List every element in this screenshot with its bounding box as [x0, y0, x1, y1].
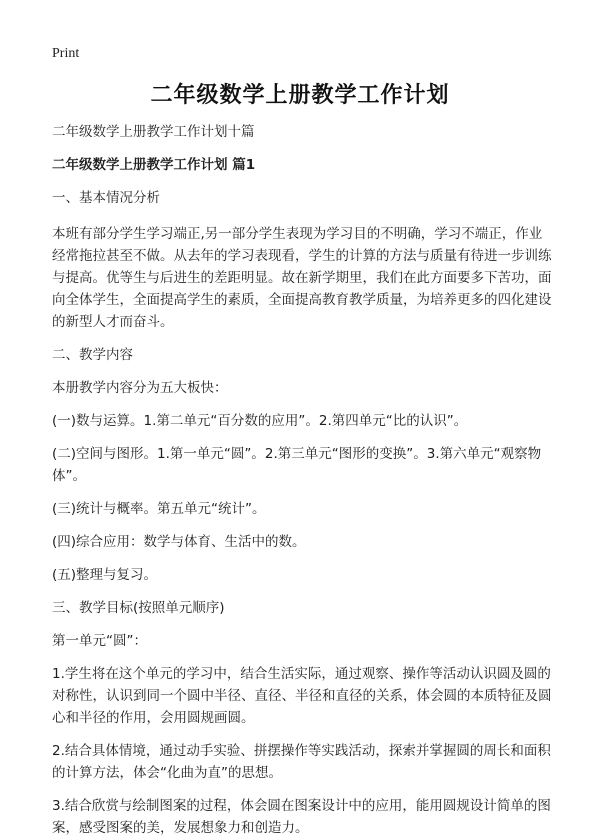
unit-1-heading: 第一单元“圆”： [52, 633, 147, 649]
heading-teaching-content: 二、教学内容 [52, 347, 133, 363]
goal-item-2: 2.结合具体情境，通过动手实验、拼摆操作等实践活动，探索并掌握圆的周长和面积的计算方法，体会“化曲为直”的思想。 [52, 743, 551, 781]
document-title: 二年级数学上册教学工作计划 [150, 83, 450, 108]
section-title: 二年级数学上册教学工作计划 篇1 [52, 157, 256, 173]
content-item-3: (三)统计与概率。第五单元“统计”。 [52, 501, 266, 517]
heading-basic-analysis: 一、基本情况分析 [52, 190, 160, 206]
document-subtitle: 二年级数学上册教学工作计划十篇 [52, 124, 255, 140]
paragraph-content-intro: 本册教学内容分为五大板快： [52, 380, 228, 396]
goal-item-1: 1.学生将在这个单元的学习中，结合生活实际，通过观察、操作等活动认识圆及圆的对称性，认识到同一个圆中半径、直径、半径和直径的关系，体会圆的本质特征及圆心和半径的作用，会用圆规画圆。 [52, 666, 552, 726]
content-item-5: (五)整理与复习。 [52, 567, 158, 583]
heading-teaching-goals: 三、教学目标(按照单元顺序) [52, 600, 225, 616]
paragraph-analysis: 本班有部分学生学习端正,另一部分学生表现为学习目的不明确，学习不端正，作业经常拖拉甚至不做。从去年的学习表现看，学生的计算的方法与质量有待进一步训练与提高。优等生与后进生的差距明显。故在新学期里，我们在此方面要多下苦功，面向全体学生，全面提高学生的素质，全面提高教育教学质量，为培养更多的四化建设的新型人才而奋斗。 [52, 226, 552, 330]
document-body [52, 121, 552, 839]
content-item-1: (一)数与运算。1.第二单元“百分数的应用”。2.第四单元“比的认识”。 [52, 413, 468, 429]
content-item-2: (二)空间与图形。1.第一单元“圆”。2.第三单元“图形的变换”。3.第六单元“观察物体”。 [52, 446, 542, 484]
print-label: Print [52, 46, 80, 61]
goal-item-3: 3.结合欣赏与绘制图案的过程，体会圆在图案设计中的应用，能用圆规设计简单的图案，感受图案的美，发展想象力和创造力。 [52, 798, 551, 836]
content-item-4: (四)综合应用：数学与体育、生活中的数。 [52, 534, 306, 550]
